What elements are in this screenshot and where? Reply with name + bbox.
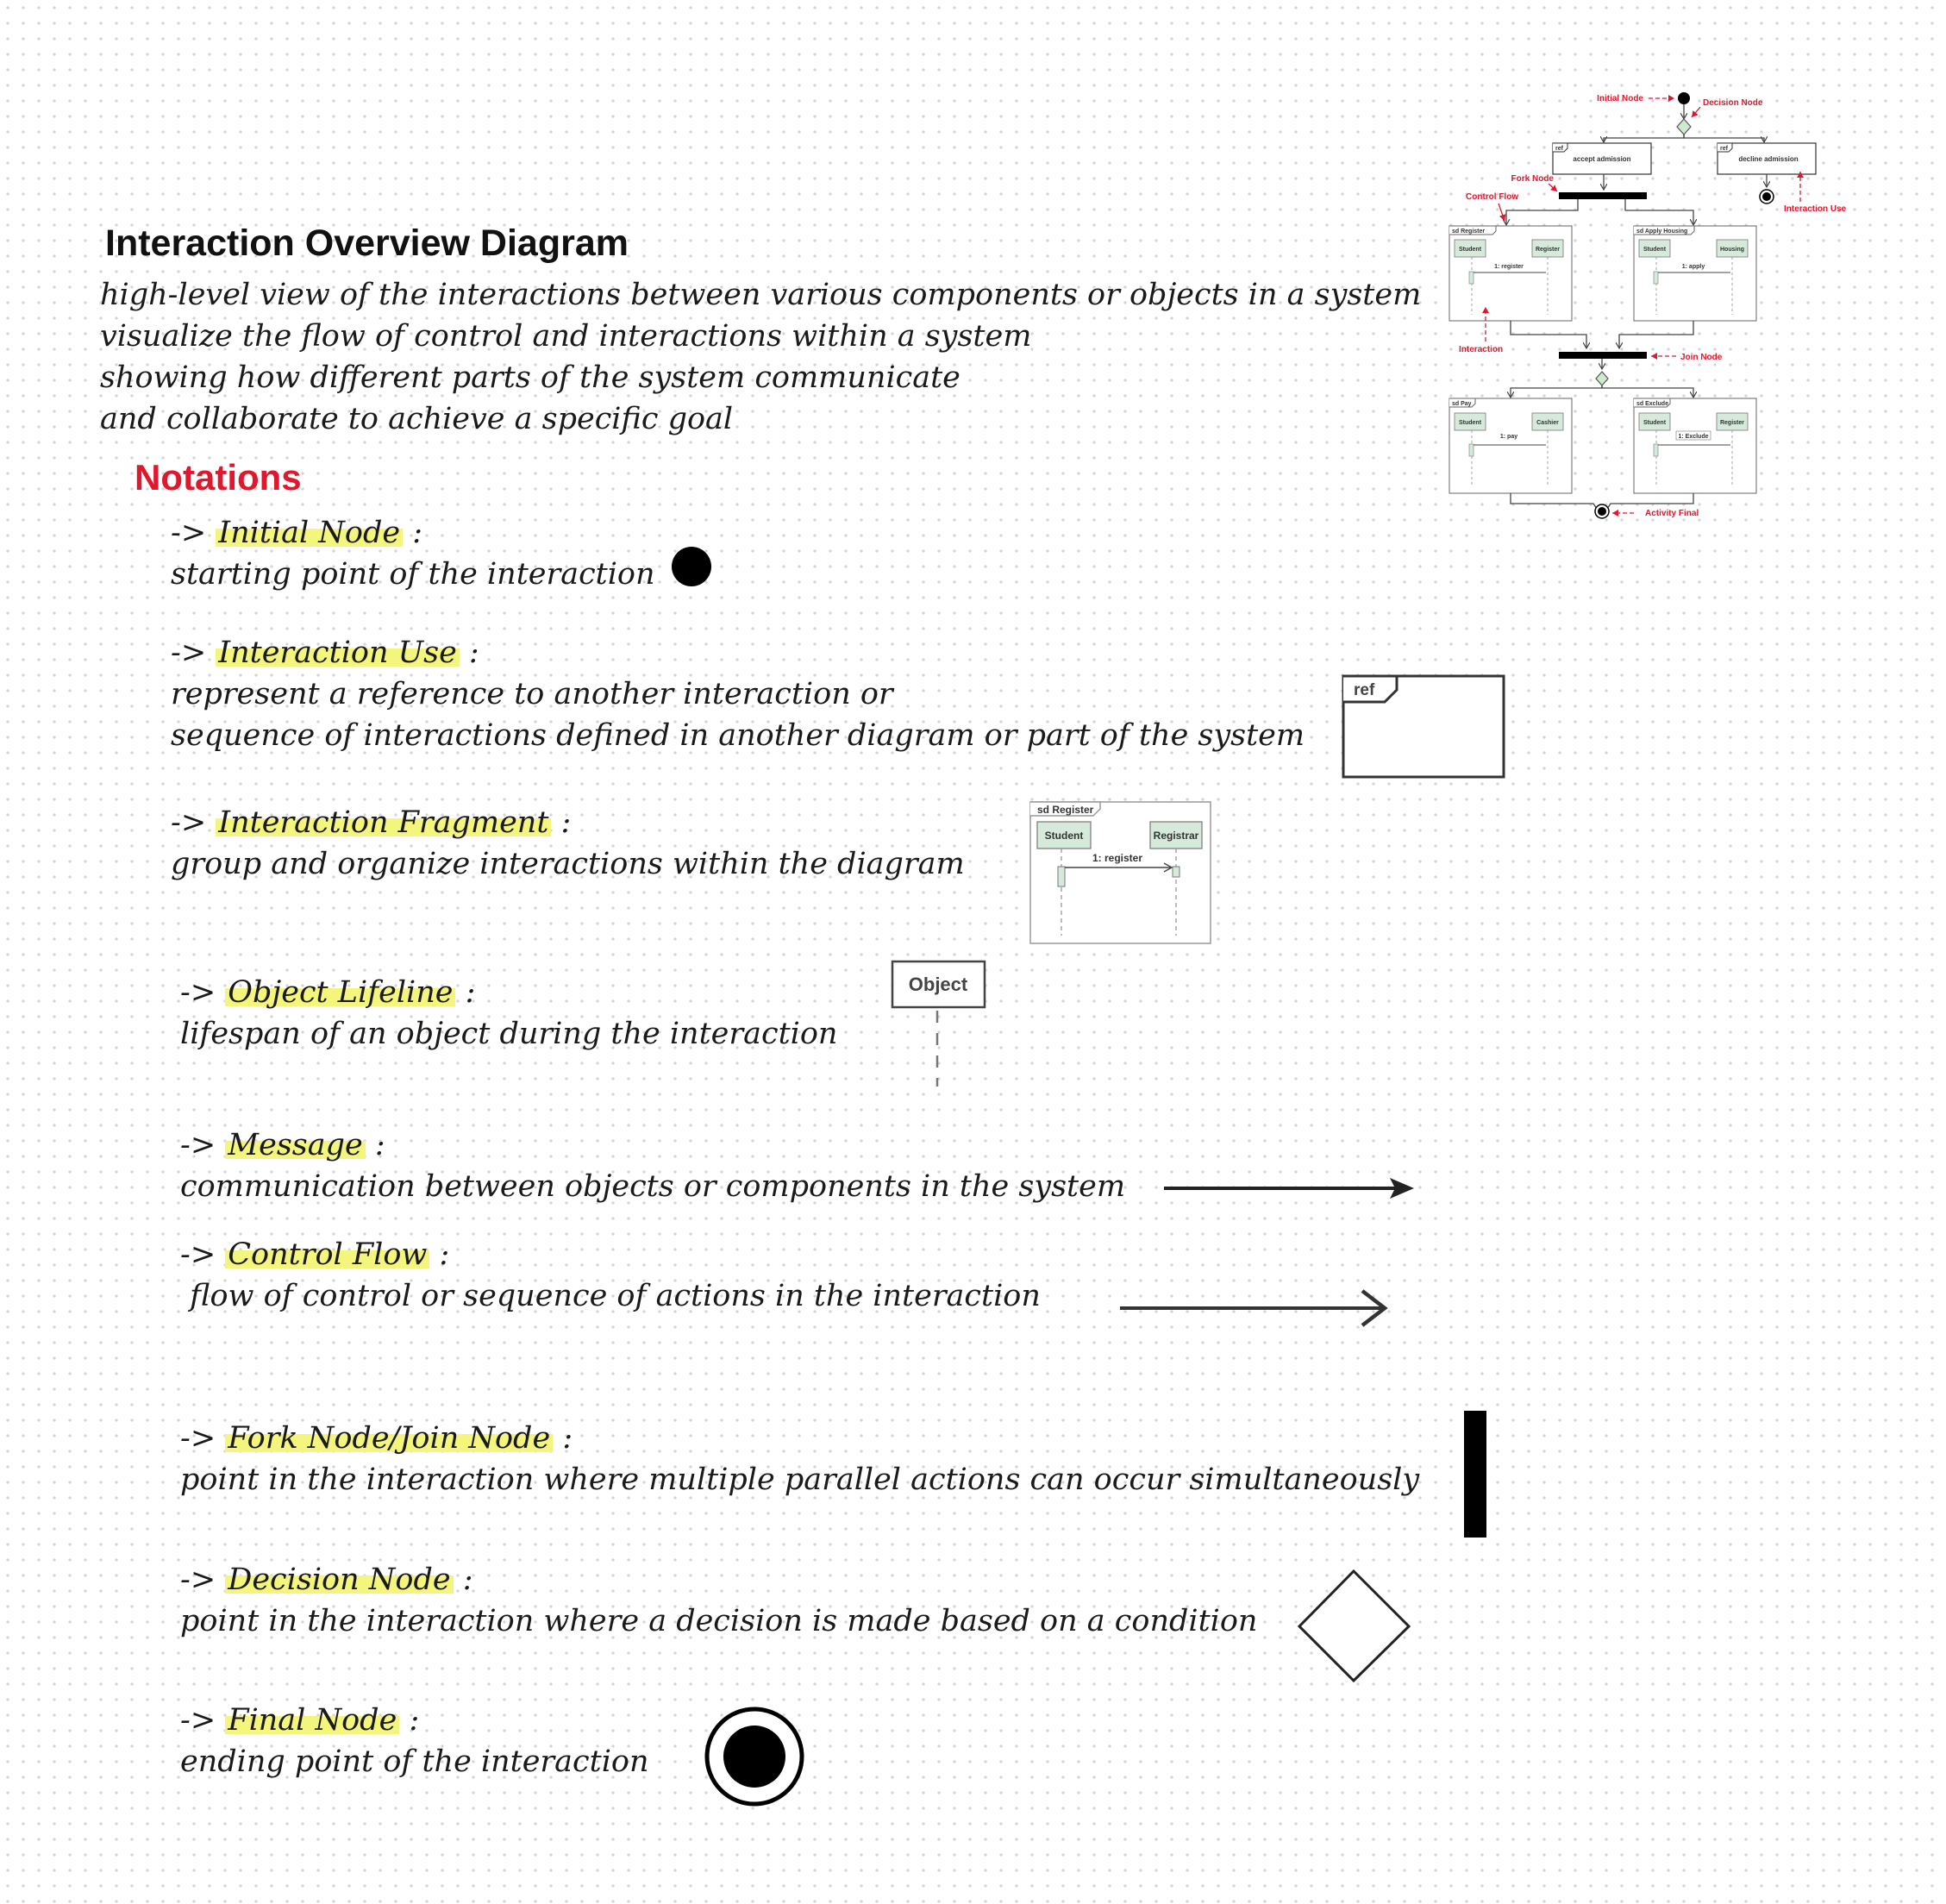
example-ref-box: [1553, 143, 1651, 174]
message-arrow-symbol: [1164, 1178, 1414, 1199]
notation-interaction-use: -> Interaction Use : represent a reference to another interaction or sequence of interactions defined in another diagram or part of the system: [171, 632, 1305, 756]
svg-text:1: pay: 1: pay: [1499, 434, 1518, 440]
notation-message: -> Message : communication between objects or components in the system: [180, 1124, 1125, 1207]
fragment-frame-label: sd Register: [1037, 804, 1094, 816]
notation-description: communication between objects or components in the system: [180, 1169, 1126, 1204]
svg-text:Register: Register: [1535, 247, 1561, 253]
svg-text:Student: Student: [1458, 247, 1482, 253]
svg-text:Join Node: Join Node: [1680, 353, 1723, 362]
notation-description: flow of control or sequence of actions in the interaction: [180, 1279, 1041, 1313]
notation-term: Object Lifeline: [225, 975, 455, 1010]
fragment-message: 1: register: [1092, 852, 1143, 864]
notation-term: Interaction Fragment: [216, 805, 551, 840]
notation-description: ending point of the interaction: [180, 1744, 649, 1779]
final-node-symbol: [707, 1709, 802, 1804]
svg-text:1: apply: 1: apply: [1681, 264, 1705, 270]
svg-text:sd Apply Housing: sd Apply Housing: [1636, 229, 1688, 235]
svg-text:Fork Node: Fork Node: [1511, 174, 1554, 184]
fork-join-bar-symbol: [1464, 1411, 1486, 1538]
object-label: Object: [908, 974, 968, 995]
notation-term: Decision Node: [225, 1563, 453, 1597]
svg-text:Housing: Housing: [1720, 247, 1744, 253]
svg-text:sd Exclude: sd Exclude: [1636, 401, 1668, 407]
interaction-use-symbol: [1343, 676, 1504, 777]
example-fragment-apply-housing: [1634, 226, 1756, 321]
notation-description: point in the interaction where a decision is made based on a condition: [180, 1604, 1258, 1638]
notation-description: starting point of the interaction: [171, 557, 655, 592]
svg-text:Register: Register: [1719, 420, 1745, 426]
svg-text:1: Exclude: 1: Exclude: [1678, 434, 1709, 440]
decision-node-symbol: [1299, 1571, 1409, 1681]
example-fragment-exclude: [1634, 398, 1756, 493]
example-ref-box: [1718, 143, 1816, 174]
notation-term: Final Node: [225, 1703, 399, 1738]
notation-description: represent a reference to another interaction or: [171, 677, 893, 711]
participant-student: Student: [1044, 830, 1084, 842]
ref-label: ref: [1354, 681, 1375, 699]
example-fork-bar: [1559, 192, 1647, 199]
participant-registrar: Registrar: [1153, 830, 1199, 842]
svg-text:Student: Student: [1643, 247, 1667, 253]
object-lifeline-symbol: [892, 961, 985, 1087]
example-initial-node: [1678, 92, 1690, 104]
notation-term: Control Flow: [225, 1237, 429, 1272]
notation-description: group and organize interactions within the diagram: [171, 847, 965, 881]
initial-node-symbol: [672, 547, 711, 586]
notation-final-node: -> Final Node : ending point of the interaction: [180, 1700, 649, 1782]
notation-control-flow: -> Control Flow : flow of control or sequence of actions in the interaction: [180, 1234, 1041, 1317]
notations-heading: Notations: [135, 457, 302, 498]
notation-interaction-fragment: -> Interaction Fragment : group and organize interactions within the diagram: [171, 802, 965, 885]
example-fragment-register: [1449, 226, 1572, 321]
svg-text:Initial Node: Initial Node: [1597, 94, 1643, 103]
notation-object-lifeline: -> Object Lifeline : lifespan of an object during the interaction: [180, 972, 837, 1055]
example-decision-node: [1677, 119, 1691, 135]
svg-text:Control Flow: Control Flow: [1466, 192, 1519, 202]
svg-text:ref: ref: [1555, 146, 1563, 152]
svg-text:ref: ref: [1720, 146, 1728, 152]
overview-example-diagram: [1440, 82, 1880, 535]
intro-line: and collaborate to achieve a specific goal: [100, 402, 734, 436]
notation-term: Message: [225, 1128, 365, 1162]
svg-text:Interaction Use: Interaction Use: [1784, 204, 1847, 214]
notation-initial-node: -> Initial Node : starting point of the interaction: [171, 512, 655, 595]
example-fragment-pay: [1449, 398, 1572, 493]
notation-term: Fork Node/Join Node: [225, 1421, 553, 1456]
svg-text:Activity Final: Activity Final: [1645, 509, 1699, 518]
interaction-fragment-symbol: [1030, 802, 1211, 943]
example-merge-node: [1596, 372, 1608, 385]
notation-description: sequence of interactions defined in another diagram or part of the system: [171, 718, 1305, 753]
notation-term: Interaction Use: [216, 636, 460, 670]
intro-line: visualize the flow of control and interactions within a system: [100, 319, 1032, 354]
intro-line: high-level view of the interactions between various components or objects in a system: [100, 278, 1422, 312]
svg-text:Decision Node: Decision Node: [1703, 98, 1763, 108]
svg-text:Student: Student: [1458, 420, 1482, 426]
svg-text:Interaction: Interaction: [1459, 345, 1504, 354]
svg-text:Student: Student: [1643, 420, 1667, 426]
svg-text:sd Register: sd Register: [1452, 229, 1486, 235]
svg-text:sd Pay: sd Pay: [1452, 401, 1472, 407]
notation-description: point in the interaction where multiple parallel actions can occur simultaneously: [180, 1462, 1420, 1497]
svg-text:1: register: 1: register: [1494, 264, 1524, 270]
svg-text:decline admission: decline admission: [1738, 155, 1799, 163]
page-title: Interaction Overview Diagram: [105, 222, 629, 264]
control-flow-arrow-symbol: [1120, 1291, 1385, 1325]
notation-decision-node: -> Decision Node : point in the interaction where a decision is made based on a condition: [180, 1559, 1257, 1642]
notation-description: lifespan of an object during the interaction: [180, 1017, 838, 1051]
intro-line: showing how different parts of the system communicate: [100, 360, 960, 395]
notation-fork-join-node: -> Fork Node/Join Node : point in the interaction where multiple parallel actions can occur simultaneously: [180, 1418, 1419, 1500]
svg-text:Cashier: Cashier: [1536, 420, 1559, 426]
example-join-bar: [1559, 352, 1647, 359]
svg-text:accept admission: accept admission: [1573, 155, 1631, 163]
notation-term: Initial Node: [216, 516, 403, 550]
